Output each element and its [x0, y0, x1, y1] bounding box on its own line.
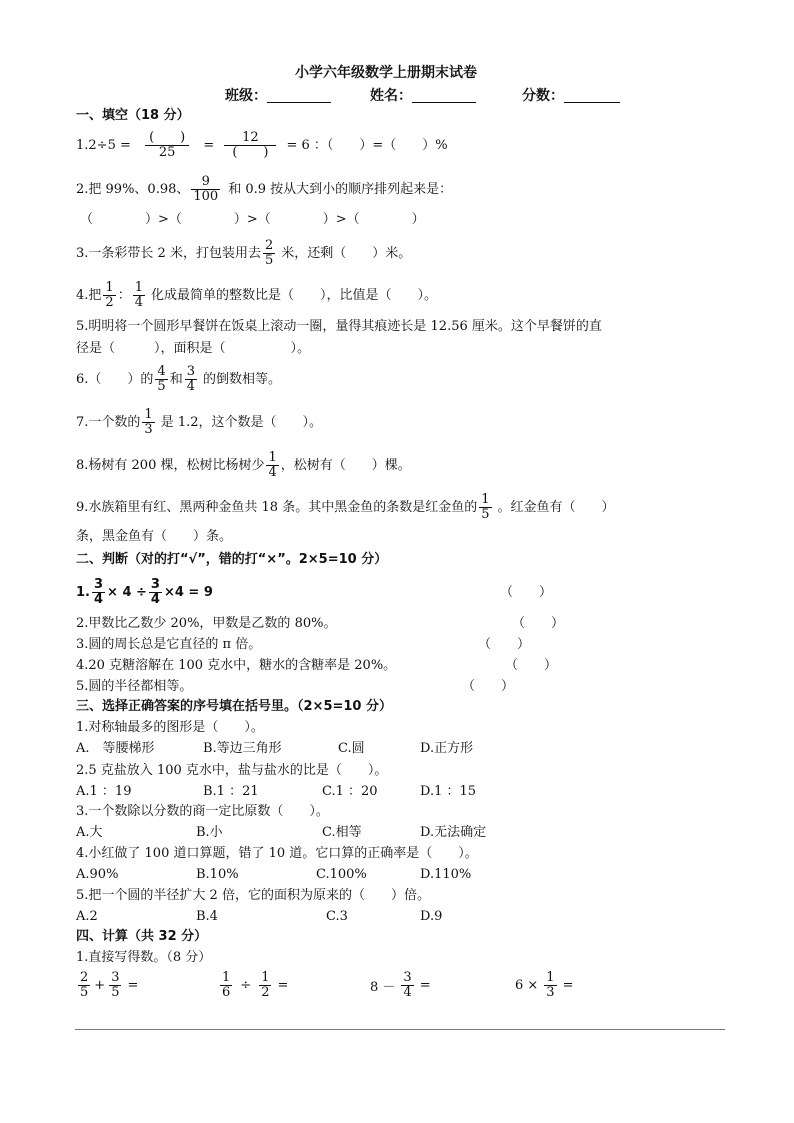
option-a[interactable]: A.1 ：19 [76, 784, 132, 799]
option-a[interactable]: A.2 [76, 909, 98, 924]
fraction: $\frac{3}{4}$ [93, 576, 104, 607]
option-b[interactable]: B.小 [196, 825, 223, 840]
question-2-3: 3.圆的周长总是它直径的 π 倍。 [76, 637, 262, 652]
judge-paren-4[interactable]: （ ） [505, 658, 558, 673]
calc-4: 6 × $\frac{1}{3}$ = [515, 969, 574, 1000]
question-1-2: 2.把 99%、0.98、 $\frac{9}{100}$ 和 0.9 按从大到小的顺序排列起来是： [76, 173, 453, 204]
fraction: $\frac{4}{5}$ [157, 363, 166, 394]
fraction: $\frac{3}{4}$ [150, 576, 160, 607]
question-1-9: 9.水族箱里有红、黑两种金鱼共 18 条。其中黑金鱼的条数是红金鱼的 $\frac{1}{5}$ 。红金鱼有（ ） [76, 491, 615, 522]
calc-1: $\frac{2}{5}$ + $\frac{3}{5}$ = [80, 969, 139, 1000]
fraction: $\frac{1}{2}$ [261, 969, 270, 1000]
question-2-1: 1. $\frac{3}{4}$ × 4 ÷ $\frac{3}{4}$ ×4 = 9 [76, 576, 213, 607]
question-1-5-line-1: 5.明明将一个圆形早餐饼在饭桌上滚动一圈，量得其痕迹长是 12.56 厘米。这个早餐饼的直 [76, 319, 602, 334]
question-1-1: 1.2÷5 = $\frac{( )}{25}$ = $\frac{12}{( )}$ = 6 ：（ ）=（ ）% [76, 129, 448, 160]
judge-paren-5[interactable]: （ ） [462, 679, 515, 694]
section-3-title: 三、选择正确答案的序号填在括号里。（2×5=10 分） [76, 699, 392, 714]
fraction: $\frac{1}{5}$ [481, 491, 490, 522]
question-1-8: 8.杨树有 200 棵，松树比杨树少 $\frac{1}{4}$ ，松树有（ ）棵。 [76, 449, 411, 480]
section-2-title: 二、判断（对的打“√”，错的打“×”。2×5=10 分） [76, 552, 388, 567]
question-1-5-line-2: 径是（ ），面积是（ ）。 [76, 341, 311, 356]
option-c[interactable]: C.1 ：20 [322, 784, 378, 799]
score-field [522, 88, 620, 103]
option-d[interactable]: D.110% [420, 867, 472, 882]
option-c[interactable]: C.100% [316, 867, 367, 882]
name-field [370, 88, 476, 103]
calc-3: 8 － $\frac{3}{4}$ = [370, 969, 431, 1000]
fraction: $\frac{1}{4}$ [134, 279, 143, 310]
score-label: 分数： [522, 88, 564, 104]
fraction: $\frac{3}{4}$ [403, 969, 412, 1000]
option-b[interactable]: B.4 [196, 909, 218, 924]
option-d[interactable]: D.1 ：15 [420, 784, 477, 799]
question-1-4: 4.把 $\frac{1}{2}$ ： $\frac{1}{4}$ 化成最简单的整数比是（ ），比值是（ ）。 [76, 279, 437, 310]
class-field [225, 88, 331, 103]
option-b[interactable]: B.10% [196, 867, 239, 882]
question-3-1: 1.对称轴最多的图形是（ ）。 [76, 720, 264, 735]
fraction: $\frac{2}{5}$ [80, 969, 89, 1000]
option-d[interactable]: D.无法确定 [420, 825, 487, 840]
fraction: $\frac{1}{6}$ [222, 969, 231, 1000]
option-c[interactable]: C.圆 [338, 741, 365, 756]
page-title: 小学六年级数学上册期末试卷 [295, 65, 477, 81]
fraction: $\frac{9}{100}$ [193, 173, 219, 204]
fraction: $\frac{1}{3}$ [546, 969, 555, 1000]
option-a[interactable]: A.90% [76, 867, 119, 882]
question-3-5: 5.把一个圆的半径扩大 2 倍，它的面积为原来的（ ）倍。 [76, 888, 430, 903]
fraction: $\frac{1}{3}$ [144, 406, 153, 437]
section-4-title: 四、计算（共 32 分） [76, 929, 208, 944]
option-b[interactable]: B.1 ：21 [203, 784, 259, 799]
sub-question-4-1: 1.直接写得数。（8 分） [76, 950, 212, 965]
judge-paren-1[interactable]: （ ） [500, 585, 553, 600]
question-1-2-blanks: （ ）>（ ）>（ ）>（ ） [80, 212, 425, 227]
name-blank[interactable] [412, 88, 476, 103]
question-3-3: 3.一个数除以分数的商一定比原数（ ）。 [76, 804, 329, 819]
judge-paren-3[interactable]: （ ） [478, 637, 531, 652]
question-1-7: 7.一个数的 $\frac{1}{3}$ 是 1.2，这个数是（ ）。 [76, 406, 322, 437]
footer-divider [75, 1029, 725, 1030]
option-a[interactable]: A. 等腰梯形 [76, 741, 155, 756]
option-c[interactable]: C.相等 [322, 825, 362, 840]
question-2-4: 4.20 克糖溶解在 100 克水中，糖水的含糖率是 20%。 [76, 658, 397, 673]
question-2-5: 5.圆的半径都相等。 [76, 679, 193, 694]
class-blank[interactable] [267, 88, 331, 103]
calc-2: $\frac{1}{6}$ ÷ $\frac{1}{2}$ = [222, 969, 289, 1000]
option-a[interactable]: A.大 [76, 825, 103, 840]
question-2-2: 2.甲数比乙数少 20%，甲数是乙数的 80%。 [76, 616, 337, 631]
section-1-title: 一、填空（18 分） [76, 108, 190, 123]
score-blank[interactable] [564, 88, 620, 103]
fraction: $\frac{3}{5}$ [111, 969, 120, 1000]
fraction: $\frac{2}{5}$ [264, 237, 274, 268]
option-b[interactable]: B.等边三角形 [203, 741, 282, 756]
fraction: $\frac{12}{( )}$ [224, 131, 276, 159]
question-3-4: 4.小红做了 100 道口算题，错了 10 道。它口算的正确率是（ ）。 [76, 846, 478, 861]
fraction: $\frac{3}{4}$ [186, 363, 195, 394]
name-label: 姓名： [370, 88, 412, 104]
option-d[interactable]: D.正方形 [420, 741, 474, 756]
fraction: $\frac{1}{4}$ [268, 449, 277, 480]
question-1-6: 6.（ ）的 $\frac{4}{5}$ 和 $\frac{3}{4}$ 的倒数相等。 [76, 363, 281, 394]
question-1-9-line-2: 条，黑金鱼有（ ）条。 [76, 529, 233, 544]
judge-paren-2[interactable]: （ ） [512, 616, 565, 631]
option-c[interactable]: C.3 [326, 909, 348, 924]
class-label: 班级： [225, 88, 267, 104]
fraction: $\frac{1}{2}$ [105, 279, 114, 310]
fraction: $\frac{( )}{25}$ [145, 131, 190, 159]
question-1-3: 3.一条彩带长 2 米，打包装用去 $\frac{2}{5}$ 米，还剩（ ）米。 [76, 237, 412, 268]
question-3-2: 2.5 克盐放入 100 克水中，盐与盐水的比是（ ）。 [76, 763, 388, 778]
option-d[interactable]: D.9 [420, 909, 443, 924]
